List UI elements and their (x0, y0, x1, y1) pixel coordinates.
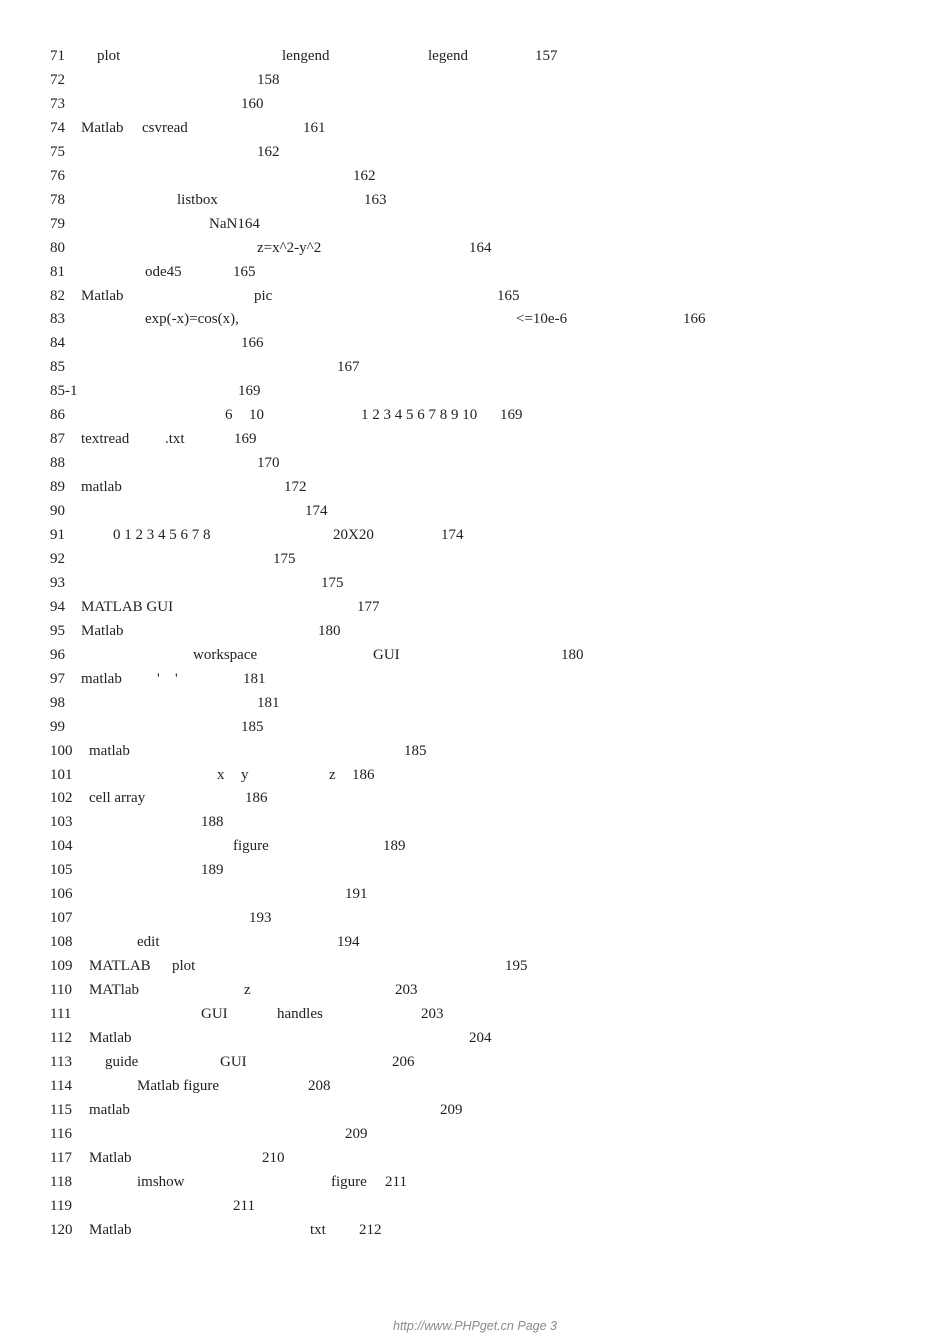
toc-entry-page: 211 (385, 1173, 407, 1190)
toc-entry (0, 500, 950, 522)
toc-entry-page: 191 (345, 886, 368, 903)
toc-entry (0, 979, 950, 1001)
toc-entry-number: 91 (50, 527, 65, 543)
toc-entry-text: guide (105, 1053, 139, 1070)
toc-entry-number: 78 (50, 191, 65, 208)
toc-entry (0, 883, 950, 905)
toc-entry-text: y (241, 766, 249, 783)
toc-entry (0, 692, 950, 714)
toc-entry-number: 117 (50, 1149, 72, 1166)
toc-entry-text: 0 1 2 3 4 5 6 7 8 (113, 527, 211, 543)
toc-entry-page: 189 (383, 838, 406, 855)
toc-entry-text: ' (175, 670, 178, 687)
toc-entry-number: 87 (50, 431, 65, 448)
toc-entry-page: 185 (241, 718, 264, 735)
toc-entry (0, 524, 950, 546)
toc-entry-text: GUI (373, 646, 400, 663)
toc-entry (0, 1027, 950, 1049)
toc-entry-number: 111 (50, 1006, 72, 1022)
toc-entry-text: listbox (177, 191, 218, 208)
toc-entry (0, 596, 950, 618)
toc-entry-page: 186 (352, 766, 375, 783)
toc-entry-text: ' (157, 670, 160, 687)
toc-entry (0, 476, 950, 498)
toc-entry-page: 175 (321, 574, 344, 591)
toc-entry-text: csvread (142, 119, 188, 136)
toc-entry-number: 75 (50, 143, 65, 160)
toc-entry-text: z (244, 982, 251, 999)
toc-entry-number: 73 (50, 95, 65, 112)
toc-entry-text: MATLAB GUI (81, 598, 174, 615)
toc-entry-page: 208 (308, 1077, 331, 1094)
toc-entry-number: 93 (50, 574, 65, 591)
toc-entry (0, 237, 950, 259)
toc-entry (0, 308, 950, 330)
toc-entry (0, 764, 950, 786)
toc-entry-number: 120 (50, 1221, 73, 1238)
toc-entry (0, 1099, 950, 1121)
toc-entry-page: 204 (469, 1029, 492, 1046)
toc-entry-page: 212 (359, 1221, 382, 1238)
toc-entry-page: 185 (404, 742, 427, 759)
toc-entry-page: 175 (273, 550, 296, 567)
toc-entry (0, 285, 950, 307)
toc-entry (0, 1075, 950, 1097)
toc-entry-page: 189 (201, 862, 224, 879)
toc-entry-number: 112 (50, 1029, 72, 1046)
toc-entry-text: workspace (193, 646, 258, 663)
toc-entry-number: 79 (50, 215, 65, 232)
toc-entry (0, 644, 950, 666)
toc-entry-text: edit (137, 934, 160, 951)
toc-entry (0, 1195, 950, 1217)
toc-entry (0, 404, 950, 426)
toc-entry-number: 84 (50, 335, 65, 352)
toc-entry-text: 1 2 3 4 5 6 7 8 9 10 (361, 407, 478, 424)
toc-entry (0, 620, 950, 642)
toc-entry-page: 169 (234, 431, 257, 448)
toc-entry-page: 194 (337, 934, 360, 951)
toc-entry-page: 167 (337, 359, 360, 376)
toc-entry-number: 71 (50, 48, 65, 64)
toc-entry (0, 1171, 950, 1193)
toc-entry (0, 716, 950, 738)
toc-entry-number: 114 (50, 1077, 72, 1094)
toc-entry-number: 98 (50, 694, 65, 711)
toc-entry-page: 203 (421, 1006, 444, 1022)
toc-entry-text: MATLAB (89, 958, 151, 975)
toc-entry-page: 162 (353, 167, 376, 184)
toc-entry-number: 90 (50, 503, 65, 520)
toc-entry-page: 169 (238, 383, 261, 400)
toc-entry-text: z (329, 766, 336, 783)
toc-entry-page: 170 (257, 455, 280, 472)
toc-entry-number: 103 (50, 814, 73, 831)
toc-entry-page: 210 (262, 1149, 285, 1166)
toc-entry-page: 177 (357, 598, 380, 615)
toc-entry-number: 88 (50, 455, 65, 472)
toc-entry-page: 209 (440, 1101, 463, 1118)
toc-entry-text: Matlab (89, 1221, 132, 1238)
toc-entry-text: handles (277, 1006, 323, 1022)
toc-entry (0, 45, 950, 67)
toc-entry-number: 118 (50, 1173, 72, 1190)
toc-entry (0, 1123, 950, 1145)
toc-entry (0, 835, 950, 857)
toc-entry-text: imshow (137, 1173, 185, 1190)
toc-entry-number: 119 (50, 1197, 72, 1214)
toc-entry-text: x (217, 766, 225, 783)
toc-entry-page: 165 (233, 263, 256, 280)
toc-entry-text: 10 (249, 407, 264, 424)
toc-entry-text: plot (97, 48, 121, 64)
toc-entry-text: GUI (220, 1053, 247, 1070)
toc-entry (0, 740, 950, 762)
toc-entry-text: matlab (81, 479, 122, 496)
toc-entry-text: ode45 (145, 263, 182, 280)
toc-entry-text: Matlab (81, 622, 124, 639)
toc-entry-text: lengend (282, 48, 330, 64)
toc-entry (0, 907, 950, 929)
toc-entry-text: Matlab (81, 119, 124, 136)
toc-entry-number: 115 (50, 1101, 72, 1118)
toc-entry-text: exp(-x)=cos(x), (145, 311, 239, 328)
toc-entry-number: 107 (50, 910, 73, 927)
toc-entry-text: matlab (81, 670, 122, 687)
toc-entry-number: 113 (50, 1053, 72, 1070)
toc-entry-text: <=10e-6 (516, 311, 568, 328)
toc-entry-page: 169 (500, 407, 523, 424)
toc-entry-number: 116 (50, 1125, 72, 1142)
toc-entry-number: 82 (50, 287, 65, 304)
toc-entry (0, 1219, 950, 1241)
toc-entry (0, 69, 950, 91)
toc-entry (0, 1147, 950, 1169)
toc-entry (0, 955, 950, 977)
toc-entry-page: 180 (318, 622, 341, 639)
toc-entry-number: 105 (50, 862, 73, 879)
toc-entry-page: 162 (257, 143, 280, 160)
toc-entry (0, 93, 950, 115)
toc-entry-text: MATlab (89, 982, 139, 999)
toc-entry-page: 206 (392, 1053, 415, 1070)
toc-entry-number: 106 (50, 886, 73, 903)
toc-entry (0, 1051, 950, 1073)
toc-entry (0, 141, 950, 163)
toc-entry-text: z=x^2-y^2 (257, 239, 322, 256)
toc-entry (0, 332, 950, 354)
toc-entry-number: 85 (50, 359, 65, 376)
toc-entry-page: 157 (535, 48, 558, 64)
toc-entry-page: 186 (245, 790, 268, 807)
toc-entry-number: 99 (50, 718, 65, 735)
toc-entry-text: textread (81, 431, 130, 448)
toc-entry (0, 213, 950, 235)
toc-entry-page: 160 (241, 95, 264, 112)
toc-entry-page: 181 (257, 694, 280, 711)
toc-entry (0, 1003, 950, 1025)
toc-entry-page: 195 (505, 958, 528, 975)
toc-entry-number: 110 (50, 982, 72, 999)
toc-entry-page: 193 (249, 910, 272, 927)
toc-entry-number: 94 (50, 598, 65, 615)
toc-entry-number: 89 (50, 479, 65, 496)
toc-entry (0, 859, 950, 881)
toc-entry-number: 97 (50, 670, 65, 687)
toc-entry-number: 102 (50, 790, 73, 807)
toc-entry (0, 261, 950, 283)
toc-entry-number: 92 (50, 550, 65, 567)
toc-entry (0, 452, 950, 474)
toc-entry-number: 81 (50, 263, 65, 280)
toc-entry-number: 104 (50, 838, 73, 855)
toc-entry-text: figure (233, 838, 269, 855)
toc-entry-number: 74 (50, 119, 65, 136)
toc-entry (0, 572, 950, 594)
toc-entry-text: plot (172, 958, 196, 975)
toc-entry-number: 80 (50, 239, 65, 256)
toc-entry-page: 163 (364, 191, 387, 208)
toc-entry-number: 83 (50, 311, 65, 328)
toc-entry-text: .txt (165, 431, 185, 448)
toc-entry (0, 189, 950, 211)
toc-entry-page: 180 (561, 646, 584, 663)
toc-entry-text: Matlab (81, 287, 124, 304)
toc-entry-text: Matlab (89, 1029, 132, 1046)
toc-entry-text: cell array (89, 790, 146, 807)
toc-entry-text: Matlab (89, 1149, 132, 1166)
toc-entry (0, 811, 950, 833)
toc-entry-number: 108 (50, 934, 73, 951)
toc-entry-page: 174 (441, 527, 464, 543)
toc-entry-page: 181 (243, 670, 266, 687)
toc-entry (0, 668, 950, 690)
toc-entry-number: 86 (50, 407, 65, 424)
toc-entry-page: 161 (303, 119, 326, 136)
toc-entry-text: 6 (225, 407, 233, 424)
toc-entry-number: 109 (50, 958, 73, 975)
toc-entry-text: matlab (89, 1101, 130, 1118)
toc-entry-page: 166 (241, 335, 264, 352)
toc-entry-number: 101 (50, 766, 73, 783)
toc-entry-number: 76 (50, 167, 65, 184)
page-footer: http://www.PHPget.cn Page 3 (393, 1319, 557, 1333)
toc-entry-number: 72 (50, 71, 65, 88)
toc-entry-text: txt (310, 1221, 326, 1238)
toc-entry-text: 20X20 (333, 527, 374, 543)
toc-entry (0, 787, 950, 809)
toc-entry-number: 95 (50, 622, 65, 639)
toc-entry-text: pic (254, 287, 273, 304)
toc-entry-page: 158 (257, 71, 280, 88)
toc-entry-page: 164 (469, 239, 492, 256)
toc-entry (0, 380, 950, 402)
toc-entry-page: 172 (284, 479, 307, 496)
toc-entry-page: 209 (345, 1125, 368, 1142)
toc-entry-text: Matlab figure (137, 1077, 220, 1094)
toc-entry-text: figure (331, 1173, 367, 1190)
toc-entry-page: 166 (683, 311, 706, 328)
toc-entry-text: matlab (89, 742, 130, 759)
toc-entry-page: 203 (395, 982, 418, 999)
toc-entry-number: 85-1 (50, 383, 78, 400)
toc-entry (0, 428, 950, 450)
toc-entry (0, 548, 950, 570)
toc-entry (0, 931, 950, 953)
toc-entry-number: 96 (50, 646, 65, 663)
toc-entry (0, 165, 950, 187)
toc-entry-text: GUI (201, 1006, 228, 1022)
toc-entry-number: 100 (50, 742, 73, 759)
toc-entry (0, 117, 950, 139)
toc-entry-page: 165 (497, 287, 520, 304)
toc-entry-page: 188 (201, 814, 224, 831)
toc-entry-page: 211 (233, 1197, 255, 1214)
toc-entry (0, 356, 950, 378)
toc-entry-page: 174 (305, 503, 328, 520)
toc-entry-text: NaN164 (209, 215, 260, 232)
toc-entry-text: legend (428, 48, 468, 64)
